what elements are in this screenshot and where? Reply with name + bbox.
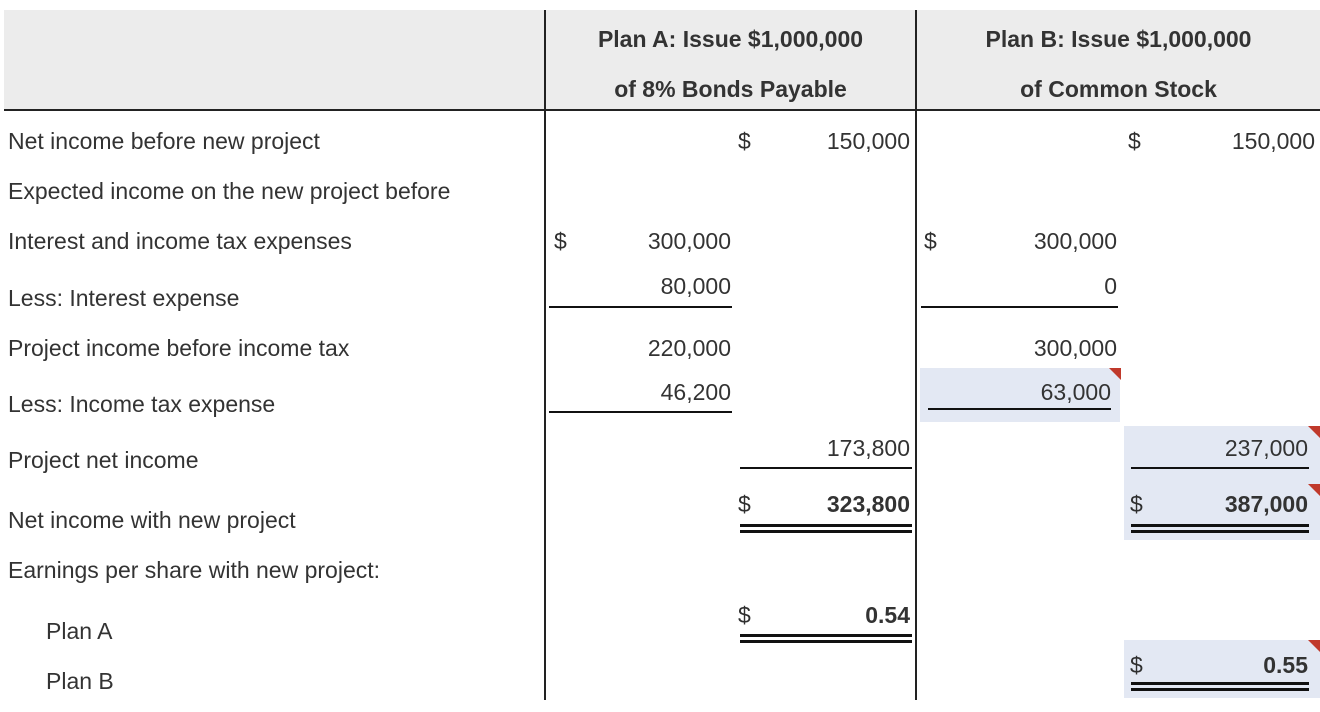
column-divider-a (544, 10, 546, 700)
plan-b-net-income-before-currency: $ (1128, 128, 1141, 154)
label-less-interest: Less: Interest expense (8, 285, 240, 311)
plan-b-tax-underline (928, 408, 1111, 410)
label-net-income-with: Net income with new project (8, 507, 296, 533)
plan-b-project-net-income-value[interactable]: 237,000 (1224, 435, 1308, 461)
plan-b-eps-double-underline (1131, 682, 1309, 691)
plan-a-eps-currency: $ (738, 602, 751, 628)
label-project-net-income: Project net income (8, 447, 199, 473)
plan-a-expected-income-value: 300,000 (647, 228, 731, 254)
label-expected-income-line2: Interest and income tax expenses (8, 228, 352, 254)
plan-a-header-line1: Plan A: Issue $1,000,000 (597, 26, 864, 52)
plan-b-eps-currency: $ (1130, 652, 1143, 678)
plan-a-expected-income-currency: $ (554, 228, 567, 254)
label-plan-b: Plan B (46, 668, 114, 694)
plan-a-net-income-with-value: 323,800 (826, 491, 910, 517)
label-project-income-before-tax: Project income before income tax (8, 335, 350, 361)
label-expected-income-line1: Expected income on the new project before (8, 178, 451, 204)
label-eps-heading: Earnings per share with new project: (8, 557, 381, 583)
plan-a-income-tax-value: 46,200 (660, 379, 731, 405)
plan-b-project-net-income-underline (1131, 467, 1309, 469)
plan-b-header-line2: of Common Stock (1020, 76, 1217, 102)
plan-b-expected-income-currency: $ (924, 228, 937, 254)
plan-b-income-tax-value[interactable]: 63,000 (1040, 379, 1111, 405)
plan-b-net-income-with-currency: $ (1130, 491, 1143, 517)
plan-a-header-line2: of 8% Bonds Payable (614, 76, 847, 102)
plan-a-interest-expense-value: 80,000 (660, 273, 731, 299)
plan-a-net-income-before-value: 150,000 (826, 128, 910, 154)
plan-b-expected-income-value: 300,000 (1033, 228, 1117, 254)
plan-a-income-before-tax-value: 220,000 (647, 335, 731, 361)
plan-b-net-income-with-value[interactable]: 387,000 (1224, 491, 1308, 517)
label-plan-a: Plan A (46, 618, 113, 644)
comment-flag-icon[interactable] (1308, 640, 1320, 652)
header-rule (4, 109, 1320, 111)
plan-b-net-income-before-value: 150,000 (1231, 128, 1315, 154)
plan-b-eps-value[interactable]: 0.55 (1263, 652, 1308, 678)
label-less-income-tax: Less: Income tax expense (8, 391, 276, 417)
plan-b-interest-expense-value: 0 (1104, 273, 1117, 299)
plan-a-eps-double-underline (740, 634, 912, 643)
plan-a-project-net-income-value: 173,800 (826, 435, 910, 461)
column-divider-b (915, 10, 917, 700)
plan-b-header-line1: Plan B: Issue $1,000,000 (985, 26, 1252, 52)
plan-a-net-income-double-underline (740, 524, 912, 533)
comment-flag-icon[interactable] (1308, 426, 1320, 438)
comment-flag-icon[interactable] (1308, 484, 1320, 496)
plan-a-net-income-before-currency: $ (738, 128, 751, 154)
label-net-income-before: Net income before new project (8, 128, 320, 154)
plan-b-income-before-tax-value: 300,000 (1033, 335, 1117, 361)
plan-a-eps-value: 0.54 (865, 602, 910, 628)
plan-b-net-income-double-underline (1131, 524, 1309, 533)
plan-a-interest-underline (549, 306, 732, 308)
plan-a-net-income-with-currency: $ (738, 491, 751, 517)
plan-b-interest-underline (921, 306, 1118, 308)
plan-a-project-net-income-underline (740, 467, 912, 469)
plan-a-tax-underline (549, 411, 732, 413)
